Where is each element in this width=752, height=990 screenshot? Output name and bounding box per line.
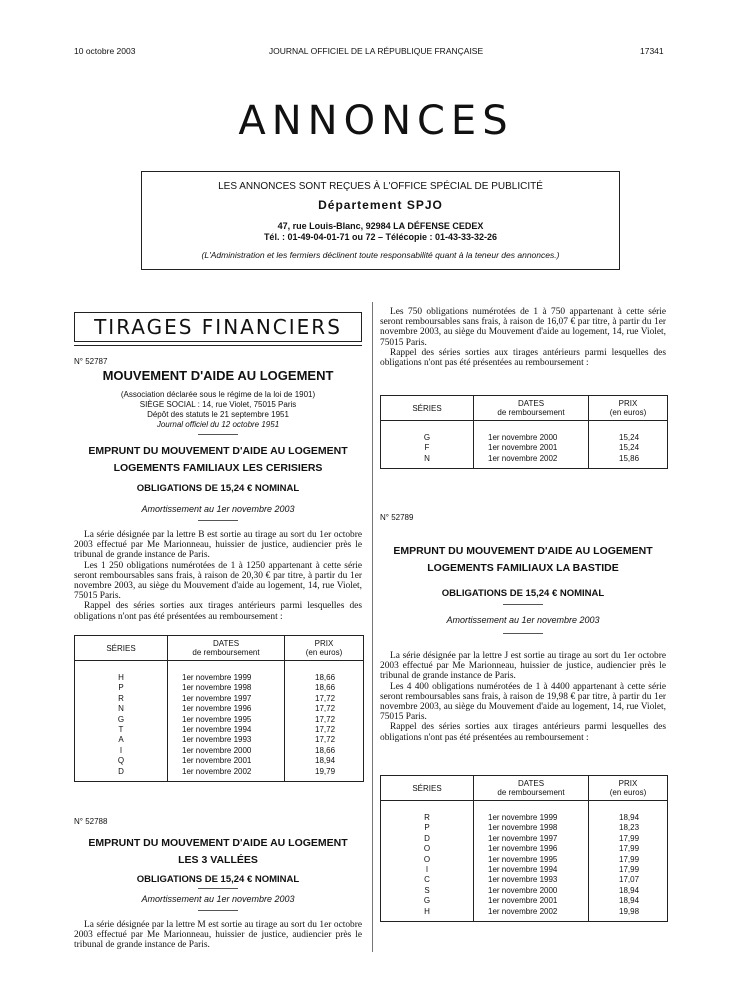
- series-cell: G: [381, 896, 474, 906]
- paragraph: Les 4 400 obligations numérotées de 1 à 4400 appartenant à cette série seront remboursables sans frais, à raison de 19,98 € par titre, à partir du 1er novembre 2003, au siège du Mouvement d'aide au logement, 14, rue Violet, 75015 Paris.: [380, 681, 666, 723]
- price-cell: 17,72: [315, 735, 336, 745]
- col-header-price: [285, 636, 364, 661]
- date-cell: 1er novembre 1994: [474, 865, 589, 875]
- emprunt-title-52788: [74, 835, 362, 869]
- date-cell: 1er novembre 1999: [474, 813, 589, 823]
- table-row: [381, 454, 668, 464]
- price-cell: 17,72: [315, 693, 336, 703]
- body-text-continued: [380, 307, 666, 368]
- date-cell: 1er novembre 1993: [474, 875, 589, 885]
- column-divider: [372, 302, 373, 952]
- series-cell: D: [381, 834, 474, 844]
- date-cell: 1er novembre 2002: [474, 907, 589, 917]
- price-cell: 17,72: [315, 714, 336, 724]
- separator-rule: [503, 604, 543, 605]
- table-row: [75, 756, 364, 766]
- table-row: [381, 844, 668, 854]
- price-sublabel: (en euros): [305, 648, 343, 657]
- table-row: [75, 715, 364, 725]
- table-52789: [380, 775, 668, 922]
- dates-label: DATES: [517, 779, 545, 788]
- price-cell: 15,24: [619, 443, 640, 453]
- table-row: [381, 875, 668, 885]
- annonces-title: ANNONCES: [238, 98, 514, 144]
- series-cell: I: [381, 865, 474, 875]
- price-cell: 15,86: [619, 453, 640, 463]
- body-text-52787: [74, 530, 362, 622]
- series-cell: S: [381, 886, 474, 896]
- spacer-row: [75, 661, 364, 674]
- paragraph: La série désignée par la lettre M est sortie au tirage au sort du 1er octobre 2003 effectué par Me Marionneau, huissier de justice, audiencier près le tribunal de grande instance de Paris.: [74, 920, 362, 951]
- series-cell: D: [75, 767, 168, 777]
- amortissement-52787: Amortissement au 1er novembre 2003: [141, 504, 295, 514]
- date-cell: 1er novembre 2001: [168, 756, 285, 766]
- price-cell: 17,72: [315, 704, 336, 714]
- table-52787: [74, 635, 364, 782]
- date-cell: 1er novembre 1997: [168, 694, 285, 704]
- table-row: [381, 855, 668, 865]
- obligations-52787: OBLIGATIONS DE 15,24 € NOMINAL: [136, 483, 300, 494]
- body-text-52789: [380, 651, 666, 743]
- paragraph: Rappel des séries sorties aux tirages antérieurs parmi lesquelles des obligations n'ont pas été présentées au remboursement :: [380, 722, 666, 743]
- table-right-top: [380, 395, 668, 469]
- table-row: [75, 694, 364, 704]
- price-label: PRIX: [618, 399, 638, 408]
- spacer-row: [381, 464, 668, 469]
- emprunt-title-52789: [380, 543, 666, 577]
- price-label: PRIX: [314, 639, 334, 648]
- box-line-1: LES ANNONCES SONT REÇUES À L'OFFICE SPÉCIAL DE PUBLICITÉ: [218, 181, 543, 192]
- table-row: [381, 834, 668, 844]
- series-cell: H: [381, 907, 474, 917]
- series-cell: P: [75, 683, 168, 693]
- price-cell: 19,79: [315, 766, 336, 776]
- date-cell: 1er novembre 2001: [474, 443, 589, 453]
- section-title: TIRAGES FINANCIERS: [74, 312, 362, 342]
- paragraph: La série désignée par la lettre B est sortie au tirage au sort du 1er octobre 2003 effectué par Me Marionneau, huissier de justice, audiencier près le tribunal de grande instance de Paris.: [74, 530, 362, 561]
- date-cell: 1er novembre 1994: [168, 725, 285, 735]
- paragraph: Rappel des séries sorties aux tirages antérieurs parmi lesquelles des obligations n'ont pas été présentées au remboursement :: [74, 601, 362, 622]
- emprunt-line-2: LES 3 VALLÉES: [178, 854, 258, 866]
- series-cell: H: [75, 673, 168, 683]
- table-row: [75, 725, 364, 735]
- separator-rule: [198, 434, 238, 435]
- price-cell: 17,99: [619, 854, 640, 864]
- dates-sublabel: de remboursement: [192, 648, 260, 657]
- price-cell: 18,94: [619, 813, 640, 822]
- box-disclaimer: (L'Administration et les fermiers déclinent toute responsabilité quant à la teneur des annonces.): [201, 250, 560, 260]
- price-cell: 17,07: [619, 875, 640, 885]
- spacer-row: [381, 917, 668, 922]
- emprunt-line-2: LOGEMENTS FAMILIAUX LA BASTIDE: [427, 562, 619, 574]
- price-cell: 17,99: [619, 833, 640, 843]
- amortissement-52789: Amortissement au 1er novembre 2003: [446, 615, 600, 625]
- date-cell: 1er novembre 1993: [168, 735, 285, 745]
- association-info: [74, 390, 362, 430]
- separator-rule: [198, 910, 238, 911]
- price-cell: 18,94: [315, 756, 336, 766]
- series-cell: N: [75, 704, 168, 714]
- dates-label: DATES: [212, 639, 240, 648]
- spacer-row: [381, 801, 668, 814]
- table-row: [381, 886, 668, 896]
- series-cell: Q: [75, 756, 168, 766]
- table-body: [381, 801, 668, 922]
- col-header-series: SÉRIES: [381, 396, 474, 421]
- table-row: [75, 704, 364, 714]
- date-cell: 1er novembre 2000: [474, 886, 589, 896]
- price-sublabel: (en euros): [609, 788, 647, 797]
- date-cell: 1er novembre 1999: [168, 673, 285, 683]
- date-cell: 1er novembre 1995: [474, 855, 589, 865]
- paragraph: Rappel des séries sorties aux tirages antérieurs parmi lesquelles des obligations n'ont pas été présentées au remboursement :: [380, 347, 666, 369]
- date-cell: 1er novembre 2001: [474, 896, 589, 906]
- separator-rule: [198, 888, 238, 889]
- col-header-dates: [168, 636, 285, 661]
- separator-rule: [503, 633, 543, 634]
- assoc-line-3: Dépôt des statuts le 21 septembre 1951: [147, 410, 289, 419]
- box-phone: Tél. : 01-49-04-01-71 ou 72 – Télécopie : 01-43-33-32-26: [263, 232, 498, 242]
- col-header-series: SÉRIES: [381, 776, 474, 801]
- table-row: [381, 865, 668, 875]
- section-title-underline: [74, 345, 362, 346]
- table-row: [75, 746, 364, 756]
- body-text-52788: [74, 920, 362, 951]
- date-cell: 1er novembre 1997: [474, 834, 589, 844]
- price-cell: 18,94: [619, 896, 640, 906]
- date-cell: 1er novembre 2000: [168, 746, 285, 756]
- price-label: PRIX: [618, 779, 638, 788]
- dates-sublabel: de remboursement: [497, 788, 565, 797]
- table-row: [381, 443, 668, 453]
- emprunt-line-1: EMPRUNT DU MOUVEMENT D'AIDE AU LOGEMENT: [88, 445, 348, 457]
- assoc-line-4: Journal officiel du 12 octobre 1951: [156, 420, 280, 429]
- price-cell: 19,98: [619, 906, 640, 916]
- series-cell: R: [381, 813, 474, 823]
- notice-number-52788: N° 52788: [74, 817, 108, 826]
- paragraph: La série désignée par la lettre J est sortie au tirage au sort du 1er octobre 2003 effectué par Me Marionneau, huissier de justice, audiencier près le tribunal de grande instance de Paris.: [380, 651, 666, 682]
- col-header-series: SÉRIES: [75, 636, 168, 661]
- spacer-row: [75, 777, 364, 782]
- col-header-dates: [474, 396, 589, 421]
- price-cell: 18,94: [619, 885, 640, 895]
- series-cell: G: [75, 715, 168, 725]
- spacer-row: [381, 421, 668, 434]
- paragraph: Les 750 obligations numérotées de 1 à 750 appartenant à cette série seront remboursables sans frais, à raison de 16,07 € par titre, à partir du 1er novembre 2003, au siège du Mouvement d'aide au logement, 14, rue Violet, 75015 Paris.: [380, 307, 666, 348]
- table-row: [75, 735, 364, 745]
- series-cell: O: [381, 844, 474, 854]
- price-cell: 17,72: [315, 725, 336, 735]
- table-row: [381, 813, 668, 823]
- box-address: 47, rue Louis-Blanc, 92984 LA DÉFENSE CEDEX: [277, 221, 484, 231]
- separator-rule: [198, 520, 238, 521]
- price-cell: 15,24: [619, 433, 640, 442]
- paragraph: Les 1 250 obligations numérotées de 1 à 1250 appartenant à cette série seront remboursables sans frais, à raison de 20,30 € par titre, à partir du 1er novembre 2003, au siège du Mouvement d'aide au logement, 14, rue Violet, 75015 Paris.: [74, 560, 362, 602]
- date-cell: 1er novembre 1998: [168, 683, 285, 693]
- notice-number-52787: N° 52787: [74, 357, 108, 366]
- series-cell: A: [75, 735, 168, 745]
- emprunt-title-52787: [74, 443, 362, 477]
- date-cell: 1er novembre 1996: [168, 704, 285, 714]
- table-row: [381, 896, 668, 906]
- col-header-price: [589, 776, 668, 801]
- price-cell: 18,66: [315, 683, 336, 693]
- emprunt-line-2: LOGEMENTS FAMILIAUX LES CERISIERS: [113, 462, 323, 474]
- table-body: [381, 421, 668, 469]
- header-page-number: 17341: [640, 46, 664, 56]
- org-title: MOUVEMENT D'AIDE AU LOGEMENT: [102, 368, 334, 383]
- notice-number-52789: N° 52789: [380, 513, 414, 522]
- series-cell: P: [381, 823, 474, 833]
- box-department: Département SPJO: [318, 198, 443, 212]
- price-cell: 17,99: [619, 865, 640, 875]
- header-journal-title: JOURNAL OFFICIEL DE LA RÉPUBLIQUE FRANÇAISE: [268, 46, 484, 56]
- table-row: [381, 823, 668, 833]
- col-header-price: [589, 396, 668, 421]
- date-cell: 1er novembre 1996: [474, 844, 589, 854]
- date-cell: 1er novembre 2000: [474, 433, 589, 443]
- series-cell: C: [381, 875, 474, 885]
- series-cell: T: [75, 725, 168, 735]
- price-cell: 17,99: [619, 844, 640, 854]
- obligations-52789: OBLIGATIONS DE 15,24 € NOMINAL: [441, 588, 605, 599]
- series-cell: N: [381, 454, 474, 464]
- price-cell: 18,66: [315, 745, 336, 755]
- col-header-dates: [474, 776, 589, 801]
- amortissement-52788: Amortissement au 1er novembre 2003: [141, 894, 295, 904]
- table-body: [75, 661, 364, 782]
- table-row: [75, 673, 364, 683]
- date-cell: 1er novembre 2002: [474, 454, 589, 464]
- emprunt-line-1: EMPRUNT DU MOUVEMENT D'AIDE AU LOGEMENT: [393, 545, 653, 557]
- table-row: [75, 683, 364, 693]
- series-cell: I: [75, 746, 168, 756]
- price-cell: 18,23: [619, 823, 640, 833]
- table-row: [75, 767, 364, 777]
- dates-label: DATES: [517, 399, 545, 408]
- table-row: [381, 907, 668, 917]
- table-row: [381, 433, 668, 443]
- annonces-info-box: [141, 171, 620, 270]
- series-cell: O: [381, 855, 474, 865]
- date-cell: 1er novembre 2002: [168, 767, 285, 777]
- dates-sublabel: de remboursement: [497, 408, 565, 417]
- series-cell: R: [75, 694, 168, 704]
- header-date: 10 octobre 2003: [74, 46, 136, 56]
- assoc-line-1: (Association déclarée sous le régime de la loi de 1901): [120, 390, 316, 399]
- emprunt-line-1: EMPRUNT DU MOUVEMENT D'AIDE AU LOGEMENT: [88, 837, 348, 849]
- obligations-52788: OBLIGATIONS DE 15,24 € NOMINAL: [136, 874, 300, 885]
- series-cell: F: [381, 443, 474, 453]
- assoc-line-2: SIÈGE SOCIAL : 14, rue Violet, 75015 Paris: [139, 400, 297, 409]
- series-cell: G: [381, 433, 474, 443]
- price-sublabel: (en euros): [609, 408, 647, 417]
- date-cell: 1er novembre 1998: [474, 823, 589, 833]
- price-cell: 18,66: [315, 673, 336, 682]
- date-cell: 1er novembre 1995: [168, 715, 285, 725]
